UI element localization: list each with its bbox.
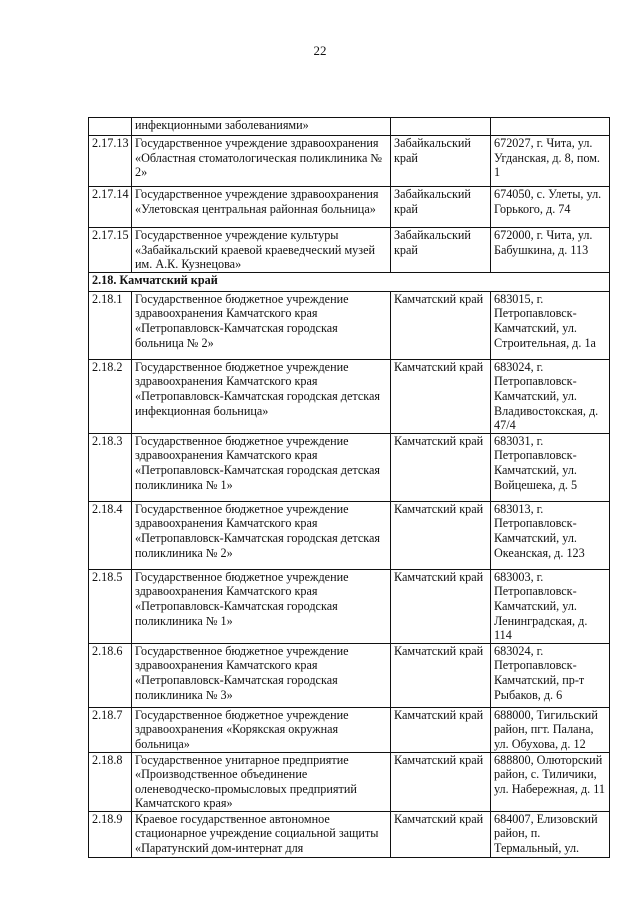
row-number-cell bbox=[89, 118, 132, 136]
region-cell: Забайкальский край bbox=[391, 187, 491, 228]
row-number-cell: 2.18.1 bbox=[89, 291, 132, 359]
institution-name-cell: Государственное бюджетное учреждение здравоохранения Камчатского края «Петропавловск-Камчатская городская детская инфекционная больница» bbox=[132, 359, 391, 433]
region-cell: Камчатский край bbox=[391, 811, 491, 857]
address-cell: 672027, г. Чита, ул. Угданская, д. 8, пом. 1 bbox=[491, 136, 610, 187]
table-row bbox=[89, 433, 610, 501]
row-number-cell: 2.18.7 bbox=[89, 707, 132, 752]
region-cell: Камчатский край bbox=[391, 501, 491, 569]
region-cell: Камчатский край bbox=[391, 707, 491, 752]
address-cell: 683031, г. Петропавловск-Камчатский, ул. Войцешека, д. 5 bbox=[491, 433, 610, 501]
region-cell: Забайкальский край bbox=[391, 228, 491, 273]
table-row bbox=[89, 501, 610, 569]
institution-name-cell: Государственное бюджетное учреждение здравоохранения Камчатского края «Петропавловск-Камчатская городская детская поликлиника № 1» bbox=[132, 433, 391, 501]
institutions-table bbox=[88, 117, 610, 858]
table-row bbox=[89, 811, 610, 857]
institution-name-cell: инфекционными заболеваниями» bbox=[132, 118, 391, 136]
region-cell: Камчатский край bbox=[391, 569, 491, 643]
address-cell bbox=[491, 118, 610, 136]
address-cell: 683003, г. Петропавловск-Камчатский, ул. Ленинградская, д. 114 bbox=[491, 569, 610, 643]
institution-name-cell: Государственное унитарное предприятие «Производственное объединение оленеводческо-промысловых предприятий Камчатского края» bbox=[132, 752, 391, 811]
table-row bbox=[89, 569, 610, 643]
region-cell: Забайкальский край bbox=[391, 136, 491, 187]
institution-name-cell: Государственное учреждение здравоохранения «Улетовская центральная районная больница» bbox=[132, 187, 391, 228]
region-cell: Камчатский край bbox=[391, 359, 491, 433]
institution-name-cell: Государственное бюджетное учреждение здравоохранения Камчатского края «Петропавловск-Камчатская городская детская поликлиника № 2» bbox=[132, 501, 391, 569]
institution-name-cell: Государственное бюджетное учреждение здравоохранения Камчатского края «Петропавловск-Камчатская городская больница № 2» bbox=[132, 291, 391, 359]
section-row bbox=[89, 272, 610, 291]
table-row bbox=[89, 187, 610, 228]
institution-name-cell: Государственное бюджетное учреждение здравоохранения Камчатского края «Петропавловск-Камчатская городская поликлиника № 3» bbox=[132, 643, 391, 707]
row-number-cell: 2.17.13 bbox=[89, 136, 132, 187]
address-cell: 683024, г. Петропавловск-Камчатский, пр-т Рыбаков, д. 6 bbox=[491, 643, 610, 707]
row-number-cell: 2.18.9 bbox=[89, 811, 132, 857]
region-cell: Камчатский край bbox=[391, 643, 491, 707]
region-cell bbox=[391, 118, 491, 136]
address-cell: 683013, г. Петропавловск-Камчатский, ул. Океанская, д. 123 bbox=[491, 501, 610, 569]
address-cell: 688800, Олюторский район, с. Тиличики, ул. Набережная, д. 11 bbox=[491, 752, 610, 811]
row-number-cell: 2.17.15 bbox=[89, 228, 132, 273]
section-title: 2.18. Камчатский край bbox=[89, 272, 610, 291]
institution-name-cell: Государственное учреждение культуры «Забайкальский краевой краеведческий музей им. А.К. Кузнецова» bbox=[132, 228, 391, 273]
region-cell: Камчатский край bbox=[391, 291, 491, 359]
address-cell: 684007, Елизовский район, п. Термальный, ул. bbox=[491, 811, 610, 857]
row-number-cell: 2.18.5 bbox=[89, 569, 132, 643]
table-row bbox=[89, 752, 610, 811]
address-cell: 683015, г. Петропавловск-Камчатский, ул. Строительная, д. 1а bbox=[491, 291, 610, 359]
table-row bbox=[89, 228, 610, 273]
row-number-cell: 2.18.4 bbox=[89, 501, 132, 569]
address-cell: 674050, с. Улеты, ул. Горького, д. 74 bbox=[491, 187, 610, 228]
table-row bbox=[89, 291, 610, 359]
region-cell: Камчатский край bbox=[391, 752, 491, 811]
address-cell: 672000, г. Чита, ул. Бабушкина, д. 113 bbox=[491, 228, 610, 273]
row-number-cell: 2.18.6 bbox=[89, 643, 132, 707]
institution-name-cell: Краевое государственное автономное стационарное учреждение социальной защиты «Паратунский дом-интернат для bbox=[132, 811, 391, 857]
page-number: 22 bbox=[313, 43, 327, 58]
table-row bbox=[89, 643, 610, 707]
institution-name-cell: Государственное учреждение здравоохранения «Областная стоматологическая поликлиника № 2» bbox=[132, 136, 391, 187]
table-row bbox=[89, 118, 610, 136]
table-row bbox=[89, 707, 610, 752]
table-row bbox=[89, 359, 610, 433]
table-row bbox=[89, 136, 610, 187]
address-cell: 683024, г. Петропавловск-Камчатский, ул. Владивостокская, д. 47/4 bbox=[491, 359, 610, 433]
institution-name-cell: Государственное бюджетное учреждение здравоохранения «Корякская окружная больница» bbox=[132, 707, 391, 752]
institution-name-cell: Государственное бюджетное учреждение здравоохранения Камчатского края «Петропавловск-Камчатская городская поликлиника № 1» bbox=[132, 569, 391, 643]
row-number-cell: 2.18.8 bbox=[89, 752, 132, 811]
row-number-cell: 2.17.14 bbox=[89, 187, 132, 228]
address-cell: 688000, Тигильский район, пгт. Палана, ул. Обухова, д. 12 bbox=[491, 707, 610, 752]
row-number-cell: 2.18.3 bbox=[89, 433, 132, 501]
region-cell: Камчатский край bbox=[391, 433, 491, 501]
row-number-cell: 2.18.2 bbox=[89, 359, 132, 433]
